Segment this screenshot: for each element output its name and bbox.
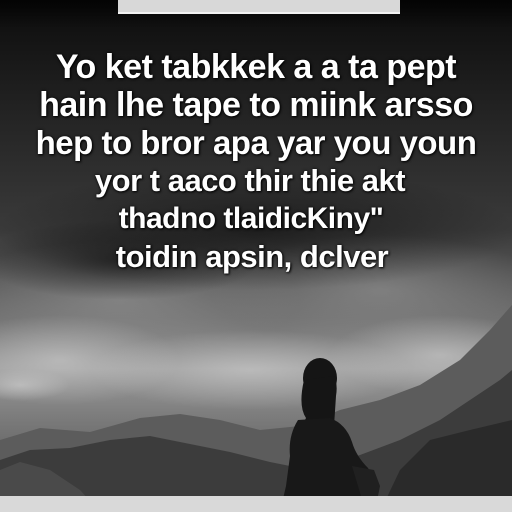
caption-line: Yo ket tabkkek a a ta pept xyxy=(55,48,457,86)
caption-line: yor t aaco thir thie akt xyxy=(94,163,406,198)
caption-line: hep to bror apa yar you youn xyxy=(35,124,477,161)
overlay-caption xyxy=(0,48,512,276)
top-light-bar xyxy=(118,0,400,14)
ledge xyxy=(0,496,512,512)
caption-line: hain lhe tape to miink arsso xyxy=(39,86,473,124)
caption-line: thadno tlaidicKiny" xyxy=(118,202,384,235)
seated-person-silhouette xyxy=(268,356,388,512)
caption-line: toidin apsin, dclver xyxy=(115,239,389,274)
